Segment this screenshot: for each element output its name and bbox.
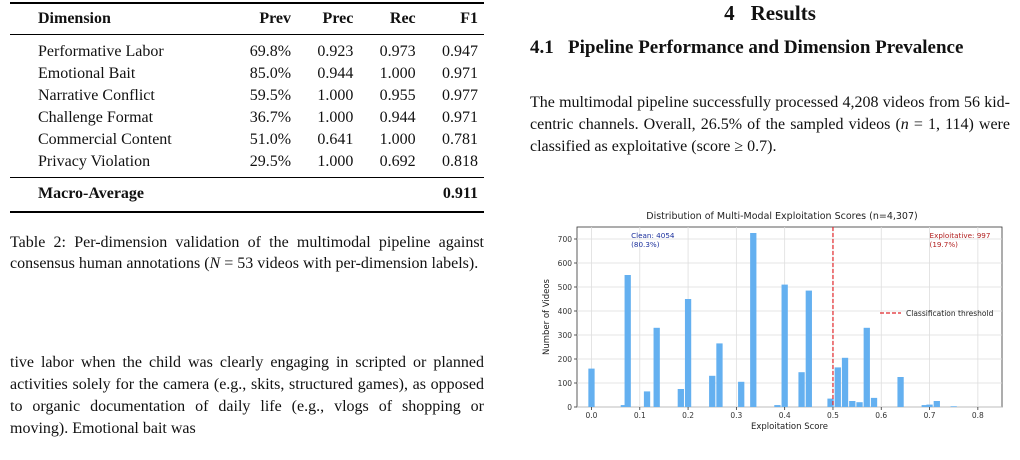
cell-dimension: Commercial Content <box>38 131 172 148</box>
header-f1: F1 <box>422 3 484 35</box>
cell-rec: 0.973 <box>379 43 416 60</box>
y-tick-label: 700 <box>557 235 572 244</box>
table-row <box>10 63 484 85</box>
table-footer-row <box>10 178 484 213</box>
plot-area <box>542 227 1002 432</box>
chart-title: Distribution of Multi-Modal Exploitation Scores (n=4,307) <box>646 211 918 222</box>
legend-label: Classification threshold <box>906 309 994 318</box>
table-row <box>10 107 484 129</box>
x-tick-label: 0.8 <box>971 411 984 420</box>
histogram-bar <box>934 401 940 407</box>
cell-prec: 0.641 <box>317 131 354 148</box>
clean-percent-annotation: (80.3%) <box>631 240 660 249</box>
cell-prev: 51.0% <box>249 131 292 148</box>
cell-prec: 1.000 <box>317 109 354 126</box>
histogram-bar <box>951 406 957 407</box>
cell-prec: 1.000 <box>317 153 354 170</box>
cell-rec: 1.000 <box>379 131 416 148</box>
cell-rec: 0.692 <box>379 153 416 170</box>
x-tick-label: 0.4 <box>778 411 791 420</box>
header-dimension: Dimension <box>10 3 228 35</box>
histogram-bar <box>782 285 788 407</box>
header-prec: Prec <box>297 3 359 35</box>
cell-prev: 69.8% <box>249 43 292 60</box>
table-row <box>10 35 484 64</box>
x-tick-label: 0.6 <box>875 411 888 420</box>
x-tick-label: 0.1 <box>633 411 646 420</box>
histogram-bar <box>871 398 877 407</box>
histogram-bar <box>625 275 631 407</box>
cell-f1: 0.947 <box>442 43 478 60</box>
histogram-bar <box>835 367 841 407</box>
cell-f1: 0.971 <box>442 109 478 126</box>
exploitation-score-histogram <box>530 200 1010 440</box>
cell-f1: 0.781 <box>442 131 478 148</box>
cell-dimension: Challenge Format <box>38 109 154 126</box>
y-tick-label: 500 <box>557 283 572 292</box>
histogram-bar <box>678 389 684 407</box>
histogram-bar <box>806 291 812 407</box>
x-tick-label: 0.5 <box>826 411 839 420</box>
table-row <box>10 129 484 151</box>
histogram-bar <box>750 233 756 407</box>
section-heading: 4 Results <box>724 1 816 25</box>
y-tick-label: 0 <box>567 403 572 412</box>
results-paragraph: The multimodal pipeline successfully processed 4,208 videos from 56 kid-centric channels. Overall, 26.5% of the sampled videos (n = 1, 114) were classified as exploitative (score ≥ 0.7). <box>530 94 1010 155</box>
header-prev: Prev <box>228 3 297 35</box>
cell-prev: 29.5% <box>249 153 292 170</box>
x-tick-label: 0.3 <box>730 411 743 420</box>
histogram-bar <box>774 405 780 407</box>
y-tick-label: 600 <box>557 259 572 268</box>
table-caption: Table 2: Per-dimension validation of the multimodal pipeline against consensus human annotations (N = 53 videos with per-dimension labels). <box>10 234 484 272</box>
validation-table <box>10 2 484 213</box>
y-tick-label: 100 <box>557 379 572 388</box>
cell-prev: 36.7% <box>249 109 292 126</box>
cell-f1: 0.818 <box>442 153 478 170</box>
histogram-bar <box>588 369 594 407</box>
cell-dimension: Narrative Conflict <box>38 87 155 104</box>
table-row <box>10 85 484 107</box>
cell-prev: 59.5% <box>249 87 292 104</box>
histogram-bar <box>842 358 848 407</box>
cell-dimension: Privacy Violation <box>38 153 151 170</box>
cell-prec: 1.000 <box>317 87 354 104</box>
histogram-bar <box>644 391 650 407</box>
left-column <box>0 0 490 460</box>
histogram-bar <box>798 372 804 407</box>
cell-rec: 0.944 <box>379 109 416 126</box>
y-tick-label: 300 <box>557 331 572 340</box>
histogram-bar <box>856 402 862 407</box>
right-column: 4 Results 4.1 Pipeline Performance and Dimension Prevalence The multimodal pipeline successfully processed 4,208 videos from 56 kid-centric channels. Overall, 26.5% of the sampled videos (n = 1, 114) were classified as exploitative (score ≥ 0.7). Distribution of Multi-Modal Exploitation Scores (n=4,307) 0 100 200 300 400 500 600 700 0.0 0.1 0.2 0.3 0.4 0.5 0.6 0.7 0.8 Classification threshold Clean: 4054 (80.3%) Exploitative: 997 (19.7%) Exploitation Score Number of Videos <box>530 0 1010 460</box>
cell-f1: 0.971 <box>442 65 478 82</box>
table-row <box>10 151 484 178</box>
header-rec: Rec <box>359 3 421 35</box>
histogram-bar <box>897 377 903 407</box>
histogram-bar <box>849 401 855 407</box>
histogram-bar <box>864 328 870 407</box>
y-tick-label: 400 <box>557 307 572 316</box>
y-axis-label: Number of Videos <box>542 279 552 355</box>
x-tick-label: 0.2 <box>682 411 695 420</box>
histogram-bar <box>716 343 722 407</box>
x-tick-label: 0.0 <box>585 411 598 420</box>
histogram-bar <box>926 405 932 407</box>
cell-rec: 0.955 <box>379 87 416 104</box>
clean-count-annotation: Clean: 4054 <box>631 231 675 240</box>
body-text-left: tive labor when the child was clearly engaging in scripted or planned activities solely for the camera (e.g., skits, structured games), as opposed to organic documentation of daily life (e.g., vlogs of shopping or moving). Emotional bait was <box>10 354 484 437</box>
histogram-bar <box>685 299 691 407</box>
cell-dimension: Performative Labor <box>38 43 164 60</box>
cell-dimension: Emotional Bait <box>38 65 136 82</box>
histogram-bar <box>654 328 660 407</box>
histogram-bar <box>738 382 744 407</box>
exploitative-count-annotation: Exploitative: 997 <box>929 231 991 240</box>
footer-value: 0.911 <box>422 178 484 213</box>
x-tick-label: 0.7 <box>923 411 936 420</box>
cell-rec: 1.000 <box>379 65 416 82</box>
x-axis-label: Exploitation Score <box>750 422 829 432</box>
exploitative-percent-annotation: (19.7%) <box>929 240 959 249</box>
footer-label: Macro-Average <box>10 178 422 213</box>
histogram-bar <box>709 376 715 407</box>
y-tick-label: 200 <box>557 355 572 364</box>
table-header-row <box>10 3 484 35</box>
cell-prev: 85.0% <box>249 65 292 82</box>
cell-prec: 0.923 <box>317 43 354 60</box>
cell-f1: 0.977 <box>442 87 478 104</box>
cell-prec: 0.944 <box>317 65 354 82</box>
